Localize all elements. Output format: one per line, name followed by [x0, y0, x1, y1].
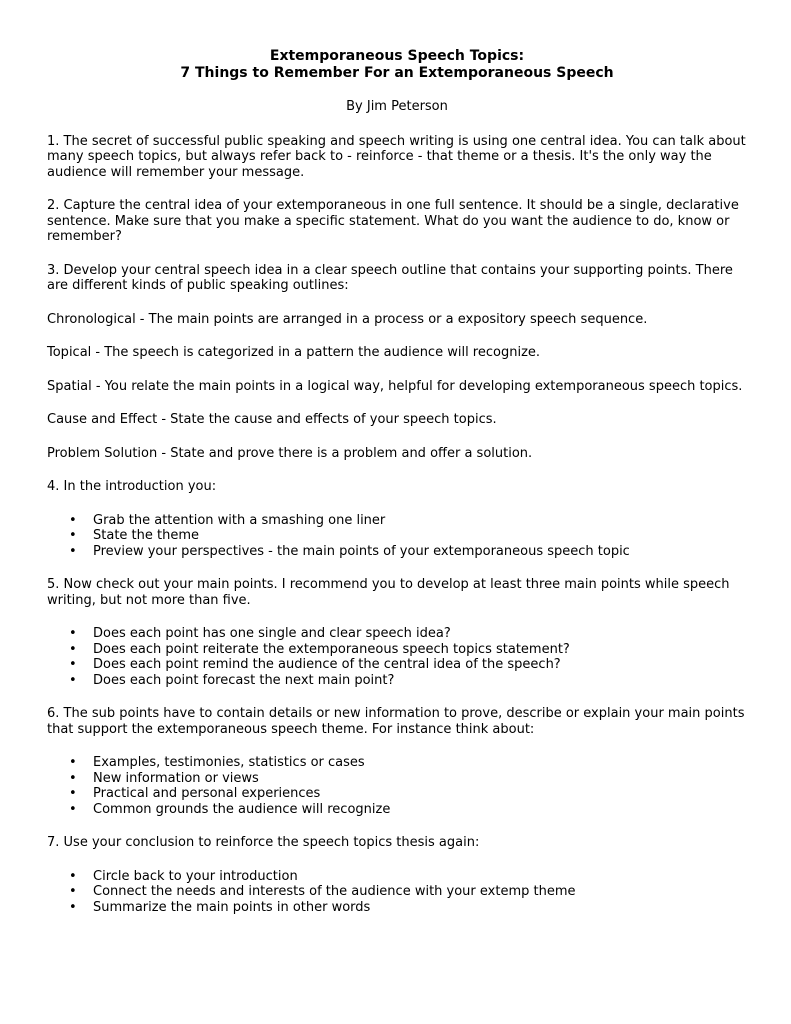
bullet-icon: • — [69, 770, 77, 786]
list-item — [47, 673, 747, 689]
bullet-icon: • — [69, 657, 77, 672]
outline-problem-solution: Problem Solution - State and prove there is a problem and offer a solution. — [47, 445, 533, 461]
list-item-text: Does each point forecast the next main point? — [93, 672, 395, 688]
conclusion-list — [47, 869, 747, 916]
bullet-icon: • — [69, 626, 77, 641]
list-item — [47, 513, 747, 529]
document-body — [47, 134, 747, 916]
paragraph-3: 3. Develop your central speech idea in a clear speech outline that contains your supporting points. There are different kinds of public speaking outlines: — [47, 262, 733, 293]
list-item — [47, 869, 747, 885]
outline-spatial: Spatial - You relate the main points in a logical way, helpful for developing extemporaneous speech topics. — [47, 378, 743, 394]
list-item-text: Summarize the main points in other words — [93, 899, 371, 915]
list-item-text: Does each point reiterate the extemporaneous speech topics statement? — [93, 641, 570, 657]
list-item — [47, 802, 747, 818]
list-item-text: Common grounds the audience will recognize — [93, 801, 391, 817]
list-item-text: State the theme — [93, 528, 200, 543]
list-item-text: New information or views — [93, 770, 259, 786]
outline-cause-and-effect: Cause and Effect - State the cause and effects of your speech topics. — [47, 412, 497, 427]
bullet-icon: • — [69, 899, 77, 915]
list-item — [47, 544, 747, 560]
sub-points-list — [47, 755, 747, 817]
list-item — [47, 884, 747, 900]
bullet-icon: • — [69, 528, 77, 543]
bullet-icon: • — [69, 801, 77, 817]
paragraph-6: 6. The sub points have to contain details or new information to prove, describe or explain your main points that support the extemporaneous speech theme. For instance think about: — [47, 706, 745, 737]
list-item — [47, 900, 747, 916]
bullet-icon: • — [69, 884, 77, 899]
document-title-line-2: 7 Things to Remember For an Extemporaneous Speech — [180, 65, 614, 81]
bullet-icon: • — [69, 868, 77, 884]
outline-chronological: Chronological - The main points are arranged in a process or a expository speech sequence. — [47, 311, 648, 327]
paragraph-5: 5. Now check out your main points. I recommend you to develop at least three main points while speech writing, but not more than five. — [47, 577, 730, 608]
document-page — [47, 48, 747, 933]
paragraph-4: 4. In the introduction you: — [47, 479, 217, 494]
list-item — [47, 626, 747, 642]
list-item-text: Does each point remind the audience of the central idea of the speech? — [93, 657, 561, 672]
bullet-icon: • — [69, 512, 77, 528]
bullet-icon: • — [69, 672, 77, 688]
list-item — [47, 771, 747, 787]
bullet-icon: • — [69, 786, 77, 801]
introduction-list — [47, 513, 747, 560]
list-item — [47, 528, 747, 544]
list-item-text: Does each point has one single and clear speech idea? — [93, 626, 451, 641]
list-item — [47, 642, 747, 658]
main-points-list — [47, 626, 747, 688]
bullet-icon: • — [69, 641, 77, 657]
bullet-icon: • — [69, 543, 77, 559]
list-item-text: Examples, testimonies, statistics or cases — [93, 755, 365, 770]
list-item-text: Practical and personal experiences — [93, 786, 321, 801]
list-item — [47, 755, 747, 771]
list-item — [47, 657, 747, 673]
outline-topical: Topical - The speech is categorized in a pattern the audience will recognize. — [47, 345, 541, 360]
list-item-text: Connect the needs and interests of the audience with your extemp theme — [93, 884, 576, 899]
list-item-text: Circle back to your introduction — [93, 868, 298, 884]
document-title-line-1: Extemporaneous Speech Topics: — [269, 48, 525, 64]
author-byline: By Jim Peterson — [346, 99, 448, 114]
paragraph-1: 1. The secret of successful public speaking and speech writing is using one central idea. You can talk about many speech topics, but always refer back to - reinforce - that theme or a thesis. It's the only way the audience will remember your message. — [47, 133, 746, 180]
paragraph-2: 2. Capture the central idea of your extemporaneous in one full sentence. It should be a single, declarative sentence. Make sure that you make a specific statement. What do you want the audience to do, know or remember? — [47, 198, 739, 244]
list-item-text: Preview your perspectives - the main points of your extemporaneous speech topic — [93, 543, 630, 559]
list-item-text: Grab the attention with a smashing one liner — [93, 512, 386, 528]
paragraph-7: 7. Use your conclusion to reinforce the speech topics thesis again: — [47, 835, 480, 850]
list-item — [47, 786, 747, 802]
bullet-icon: • — [69, 755, 77, 770]
